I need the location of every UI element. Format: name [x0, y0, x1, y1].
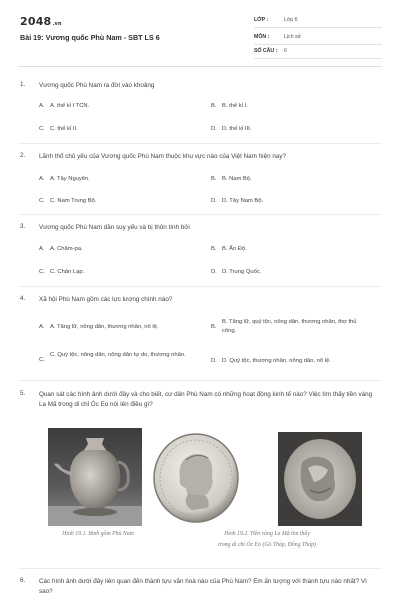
- meta-subject-value: Lịch sử: [284, 34, 302, 40]
- option-text: C. Quý tộc, nông dân, nông dân tự do, thương nhân.: [50, 352, 186, 358]
- question-text: Xã hội Phù Nam gồm các lực lượng chính nào?: [39, 296, 173, 303]
- figure-caption-2-line-1: Hình 19.2. Tiền vàng La Mã tìm thấy: [224, 531, 310, 537]
- option-letter: A.: [39, 324, 45, 330]
- pottery-jar-image: [48, 428, 142, 526]
- question-number: 2.: [20, 152, 26, 159]
- question-number: 3.: [20, 223, 26, 230]
- logo-suffix: .vn: [52, 21, 62, 27]
- option-text: A. thế kỉ I TCN.: [50, 103, 90, 109]
- option-letter: A.: [39, 176, 45, 182]
- question-text: Các hình ảnh dưới đây liên quan đến thành tựu văn hoá nào của Phù Nam? Em ấn tượng với thành tựu nào nhất? Vì sao?: [39, 578, 367, 595]
- meta-count-label: SỐ CÂU :: [254, 48, 278, 54]
- option-letter: C.: [39, 126, 45, 132]
- meta-subject: [254, 31, 382, 45]
- option-letter: B.: [211, 176, 217, 182]
- figure-caption-2-line-2: trong di chỉ Óc Eo (Gò Tháp, Đồng Tháp): [218, 542, 316, 548]
- question-text: Lãnh thổ chủ yếu của Vương quốc Phù Nam thuộc khu vực nào của Việt Nam hiện nay?: [39, 153, 286, 160]
- option-letter: A.: [39, 246, 45, 252]
- option-letter: D.: [211, 269, 217, 275]
- option-text: C. thế kỉ II.: [50, 126, 78, 132]
- option-text: D. Trung Quốc.: [222, 269, 262, 275]
- meta-question-count: [254, 45, 382, 59]
- meta-subject-label: MÔN :: [254, 34, 270, 40]
- option-text: C. Chân Lạp.: [50, 269, 85, 275]
- logo-text: 2048: [20, 15, 52, 28]
- option-letter: B.: [211, 324, 217, 330]
- option-text: B. Ấn Độ.: [222, 246, 247, 252]
- question-text: Vương quốc Phù Nam ra đời vào khoảng: [39, 82, 155, 89]
- question-text: Quan sát các hình ảnh dưới đây và cho biết, cư dân Phù Nam có những hoạt động kinh tế nào? Việc tìm thấy tiền vàng La Mã trong di chỉ Óc Eo nói lên điều gì?: [39, 391, 373, 408]
- meta-count-value: 6: [284, 48, 287, 54]
- option-text: D. thế kỉ III.: [222, 126, 252, 132]
- option-letter: C.: [39, 198, 45, 204]
- option-text: A. Chăm-pa.: [50, 246, 83, 252]
- option-letter: C.: [39, 269, 45, 275]
- option-text: D. Tây Nam Bộ.: [222, 198, 264, 204]
- question-divider: [18, 214, 382, 215]
- question-divider: [18, 380, 382, 381]
- option-letter: A.: [39, 103, 45, 109]
- option-letter: B.: [211, 103, 217, 109]
- option-text: C. Nam Trung Bộ.: [50, 198, 97, 204]
- option-letter: D.: [211, 126, 217, 132]
- question-5-figures: [48, 428, 348, 558]
- option-letter: D.: [211, 358, 217, 364]
- site-logo[interactable]: [20, 15, 62, 28]
- roman-coin-reverse-image: [278, 432, 362, 526]
- question-divider: [18, 568, 382, 569]
- meta-class-value: Lớp 6: [284, 17, 298, 23]
- option-text: B. thế kỉ I.: [222, 103, 248, 109]
- option-text: A. Tăng lữ, nông dân, thương nhân, nô lệ.: [50, 324, 159, 330]
- option-text: A. Tây Nguyên.: [50, 176, 90, 182]
- question-text: Vương quốc Phù Nam dần suy yếu và bị thôn tính bởi: [39, 224, 190, 231]
- option-letter: D.: [211, 198, 217, 204]
- option-text: B. Tăng lữ, quý tộc, nông dân, thương nhân, thợ thủ công.: [222, 319, 357, 334]
- option-letter: C.: [39, 357, 45, 363]
- question-number: 1.: [20, 81, 26, 88]
- question-number: 4.: [20, 295, 26, 302]
- question-number: 6.: [20, 577, 26, 584]
- question-divider: [18, 286, 382, 287]
- question-number: 5.: [20, 390, 26, 397]
- option-text: D. Quý tộc, thương nhân, nông dân, nô lệ.: [222, 358, 331, 364]
- figure-caption-1: Hình 19.1. Bình gốm Phù Nam: [62, 531, 134, 537]
- roman-coin-image: [152, 432, 240, 524]
- option-letter: B.: [211, 246, 217, 252]
- header-divider: [18, 66, 382, 67]
- option-text: B. Nam Bộ.: [222, 176, 252, 182]
- page-title: Bài 19: Vương quốc Phù Nam - SBT LS 6: [20, 33, 160, 42]
- meta-class-label: LỚP :: [254, 17, 269, 23]
- question-divider: [18, 143, 382, 144]
- meta-class: [254, 14, 382, 28]
- worksheet-header: [0, 0, 400, 64]
